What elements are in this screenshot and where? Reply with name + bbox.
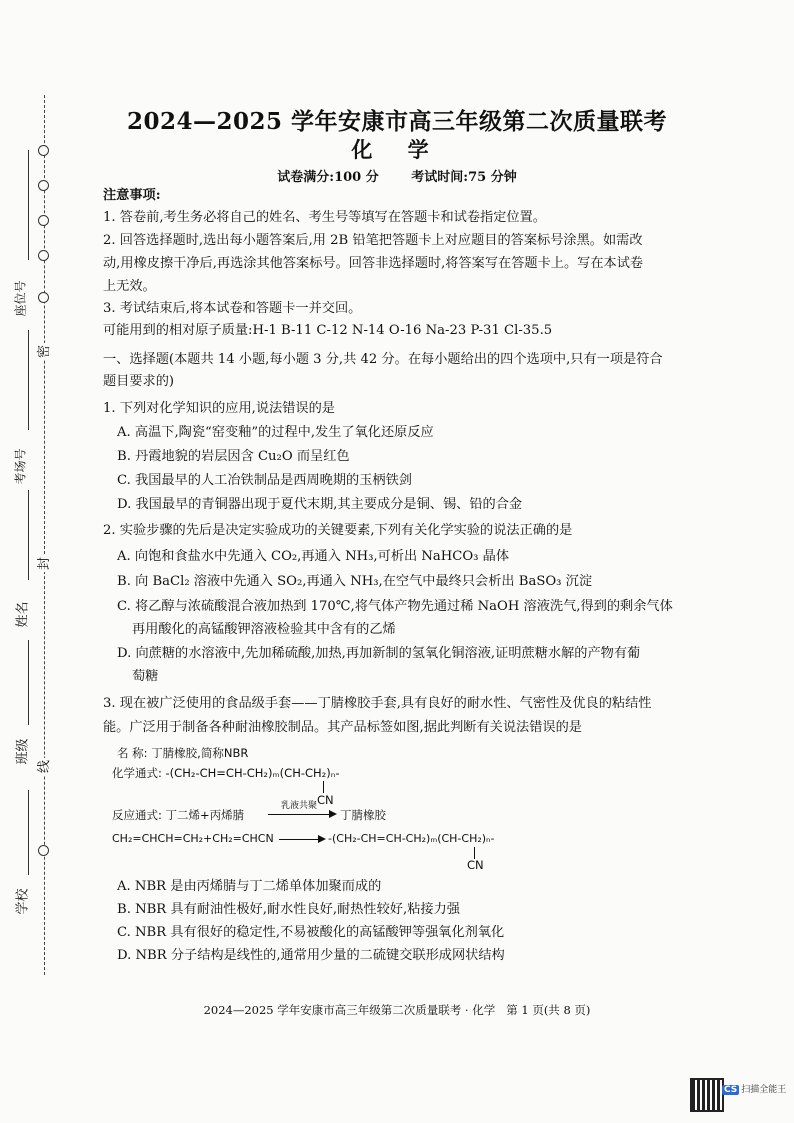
binding-hole: [38, 215, 49, 226]
exam-no-underline: [28, 330, 29, 430]
q1-option-c: C. 我国最早的人工冶铁制品是西周晚期的玉柄铁剑: [117, 473, 412, 488]
equation-left: CH₂=CHCH=CH₂+CH₂=CHCN: [112, 832, 274, 845]
section1-heading-b: 题目要求的): [103, 374, 175, 389]
label-cn: CN: [317, 793, 334, 807]
label-formula-key: 化学通式:: [112, 766, 162, 780]
label-reaction-row: [112, 807, 244, 823]
reaction-arrow-head: [329, 810, 337, 818]
label-name-row: [117, 745, 248, 761]
school-label: 学校: [15, 888, 31, 915]
class-label: 班级: [15, 738, 31, 765]
label-formula-value: -(CH₂-CH=CH-CH₂)ₘ(CH-CH₂)ₙ-: [165, 766, 340, 780]
q2-option-c2: 再用酸化的高锰酸钾溶液检验其中含有的乙烯: [132, 622, 396, 637]
label-formula-row: [112, 765, 340, 781]
note-1: 1. 答卷前,考生务必将自己的姓名、考生号等填写在答题卡和试卷指定位置。: [103, 210, 546, 225]
note-2b: 动,用橡皮擦干净后,再选涂其他答案标号。回答非选择题时,将答案写在答题卡上。写在本试卷: [103, 256, 644, 271]
q3-stem-1: 3. 现在被广泛使用的食品级手套——丁腈橡胶手套,具有良好的耐水性、气密性及优良的粘结性: [103, 696, 652, 711]
q1-option-b: B. 丹霞地貌的岩层因含 Cu₂O 而呈红色: [117, 449, 350, 464]
label-product: 丁腈橡胶: [340, 808, 386, 822]
label-reaction-key: 反应通式:: [112, 808, 162, 822]
label-condition: 乳液共聚: [281, 801, 318, 811]
reaction-arrow-line: [268, 814, 330, 815]
q3-option-a: A. NBR 是由丙烯腈与丁二烯单体加聚而成的: [117, 879, 382, 894]
q3-option-c: C. NBR 具有很好的稳定性,不易被酸化的高锰酸钾等强氧化剂氧化: [117, 925, 505, 940]
q2-option-d2: 萄糖: [132, 669, 159, 684]
equation-arrow-line: [279, 839, 319, 840]
seat-label: 座位号: [13, 280, 28, 317]
q2-option-c1: C. 将乙醇与浓硫酸混合液加热到 170℃,将气体产物先通过稀 NaOH 溶液洗气,得到的剩余气体: [117, 599, 673, 614]
exam-title: 2024—2025 学年安康市高三年级第二次质量联考: [126, 108, 668, 135]
scanner-name: 扫描全能王: [741, 1085, 787, 1095]
equation-arrow-head: [318, 835, 326, 843]
q2-option-d1: D. 向蔗糖的水溶液中,先加稀硫酸,加热,再加新制的氢氧化铜溶液,证明蔗糖水解的产物有葡: [117, 646, 641, 661]
footer-text: 2024—2025 学年安康市高三年级第二次质量联考 · 化学: [203, 1003, 496, 1017]
full-score: 试卷满分:100 分: [277, 170, 379, 185]
name-underline: [28, 490, 29, 580]
q1-stem: 1. 下列对化学知识的应用,说法错误的是: [103, 401, 335, 416]
note-2a: 2. 回答选择题时,选出每小题答案后,用 2B 铅笔把答题卡上对应题目的答案标号涂黑。如需改: [103, 233, 643, 248]
seal-xian: 线: [31, 758, 54, 775]
school-underline: [28, 790, 29, 875]
scanner-watermark: [722, 1082, 786, 1095]
q3-option-d: D. NBR 分子结构是线性的,通常用少量的二硫键交联形成网状结构: [117, 948, 505, 963]
q3-stem-2: 能。广泛用于制备各种耐油橡胶制品。其产品标签如图,据此判断有关说法错误的是: [103, 720, 582, 735]
section1-heading-a: 一、选择题(本题共 14 小题,每小题 3 分,共 42 分。在每小题给出的四个选项中,只有一项是符合: [103, 352, 663, 367]
name-label: 姓名: [15, 601, 31, 628]
binding-hole: [38, 250, 49, 261]
exam-time: 考试时间:75 分钟: [411, 170, 517, 185]
q2-stem: 2. 实验步骤的先后是决定实验成功的关键要素,下列有关化学实验的说法正确的是: [103, 523, 573, 538]
q1-option-d: D. 我国最早的青铜器出现于夏代末期,其主要成分是铜、锡、铅的合金: [117, 497, 523, 512]
formula-bond-line: [323, 781, 324, 793]
exam-no-label: 考场号: [13, 448, 28, 485]
class-underline: [28, 640, 29, 725]
label-reactants: 丁二烯+丙烯腈: [165, 808, 245, 822]
qr-code-icon: [690, 1078, 724, 1112]
q2-option-b: B. 向 BaCl₂ 溶液中先通入 SO₂,再通入 NH₃,在空气中最终只会析出 BaSO₃ 沉淀: [117, 574, 593, 589]
scanner-badge: CS: [724, 1085, 738, 1095]
footer-page: 第 1 页(共 8 页): [506, 1003, 591, 1017]
seal-feng: 封: [31, 555, 54, 572]
seal-mi: 密: [31, 343, 54, 360]
note-3: 3. 考试结束后,将本试卷和答题卡一并交回。: [103, 301, 362, 316]
label-name-key: 名 称:: [117, 746, 148, 760]
subject-title: 化 学: [351, 137, 443, 162]
q2-option-a: A. 向饱和食盐水中先通入 CO₂,再通入 NH₃,可析出 NaHCO₃ 晶体: [117, 549, 510, 564]
q3-option-b: B. NBR 具有耐油性极好,耐水性良好,耐热性较好,粘接力强: [117, 902, 460, 917]
binding-hole: [38, 292, 49, 303]
exam-meta: [0, 166, 794, 185]
note-2c: 上无效。: [103, 279, 156, 294]
label-name-value: 丁腈橡胶,简称NBR: [151, 746, 249, 760]
notes-heading: 注意事项:: [103, 188, 161, 203]
page-footer: [0, 1002, 794, 1018]
binding-hole: [38, 845, 49, 856]
q1-option-a: A. 高温下,陶瓷“窑变釉”的过程中,发生了氧化还原反应: [117, 425, 434, 440]
equation-cn: CN: [467, 858, 484, 872]
equation-right: -(CH₂-CH=CH-CH₂)ₘ(CH-CH₂)ₙ-: [328, 832, 495, 845]
atomic-masses: 可能用到的相对原子质量:H-1 B-11 C-12 N-14 O-16 Na-23 P-31 Cl-35.5: [103, 323, 553, 338]
binding-dashed-line: [44, 95, 45, 975]
